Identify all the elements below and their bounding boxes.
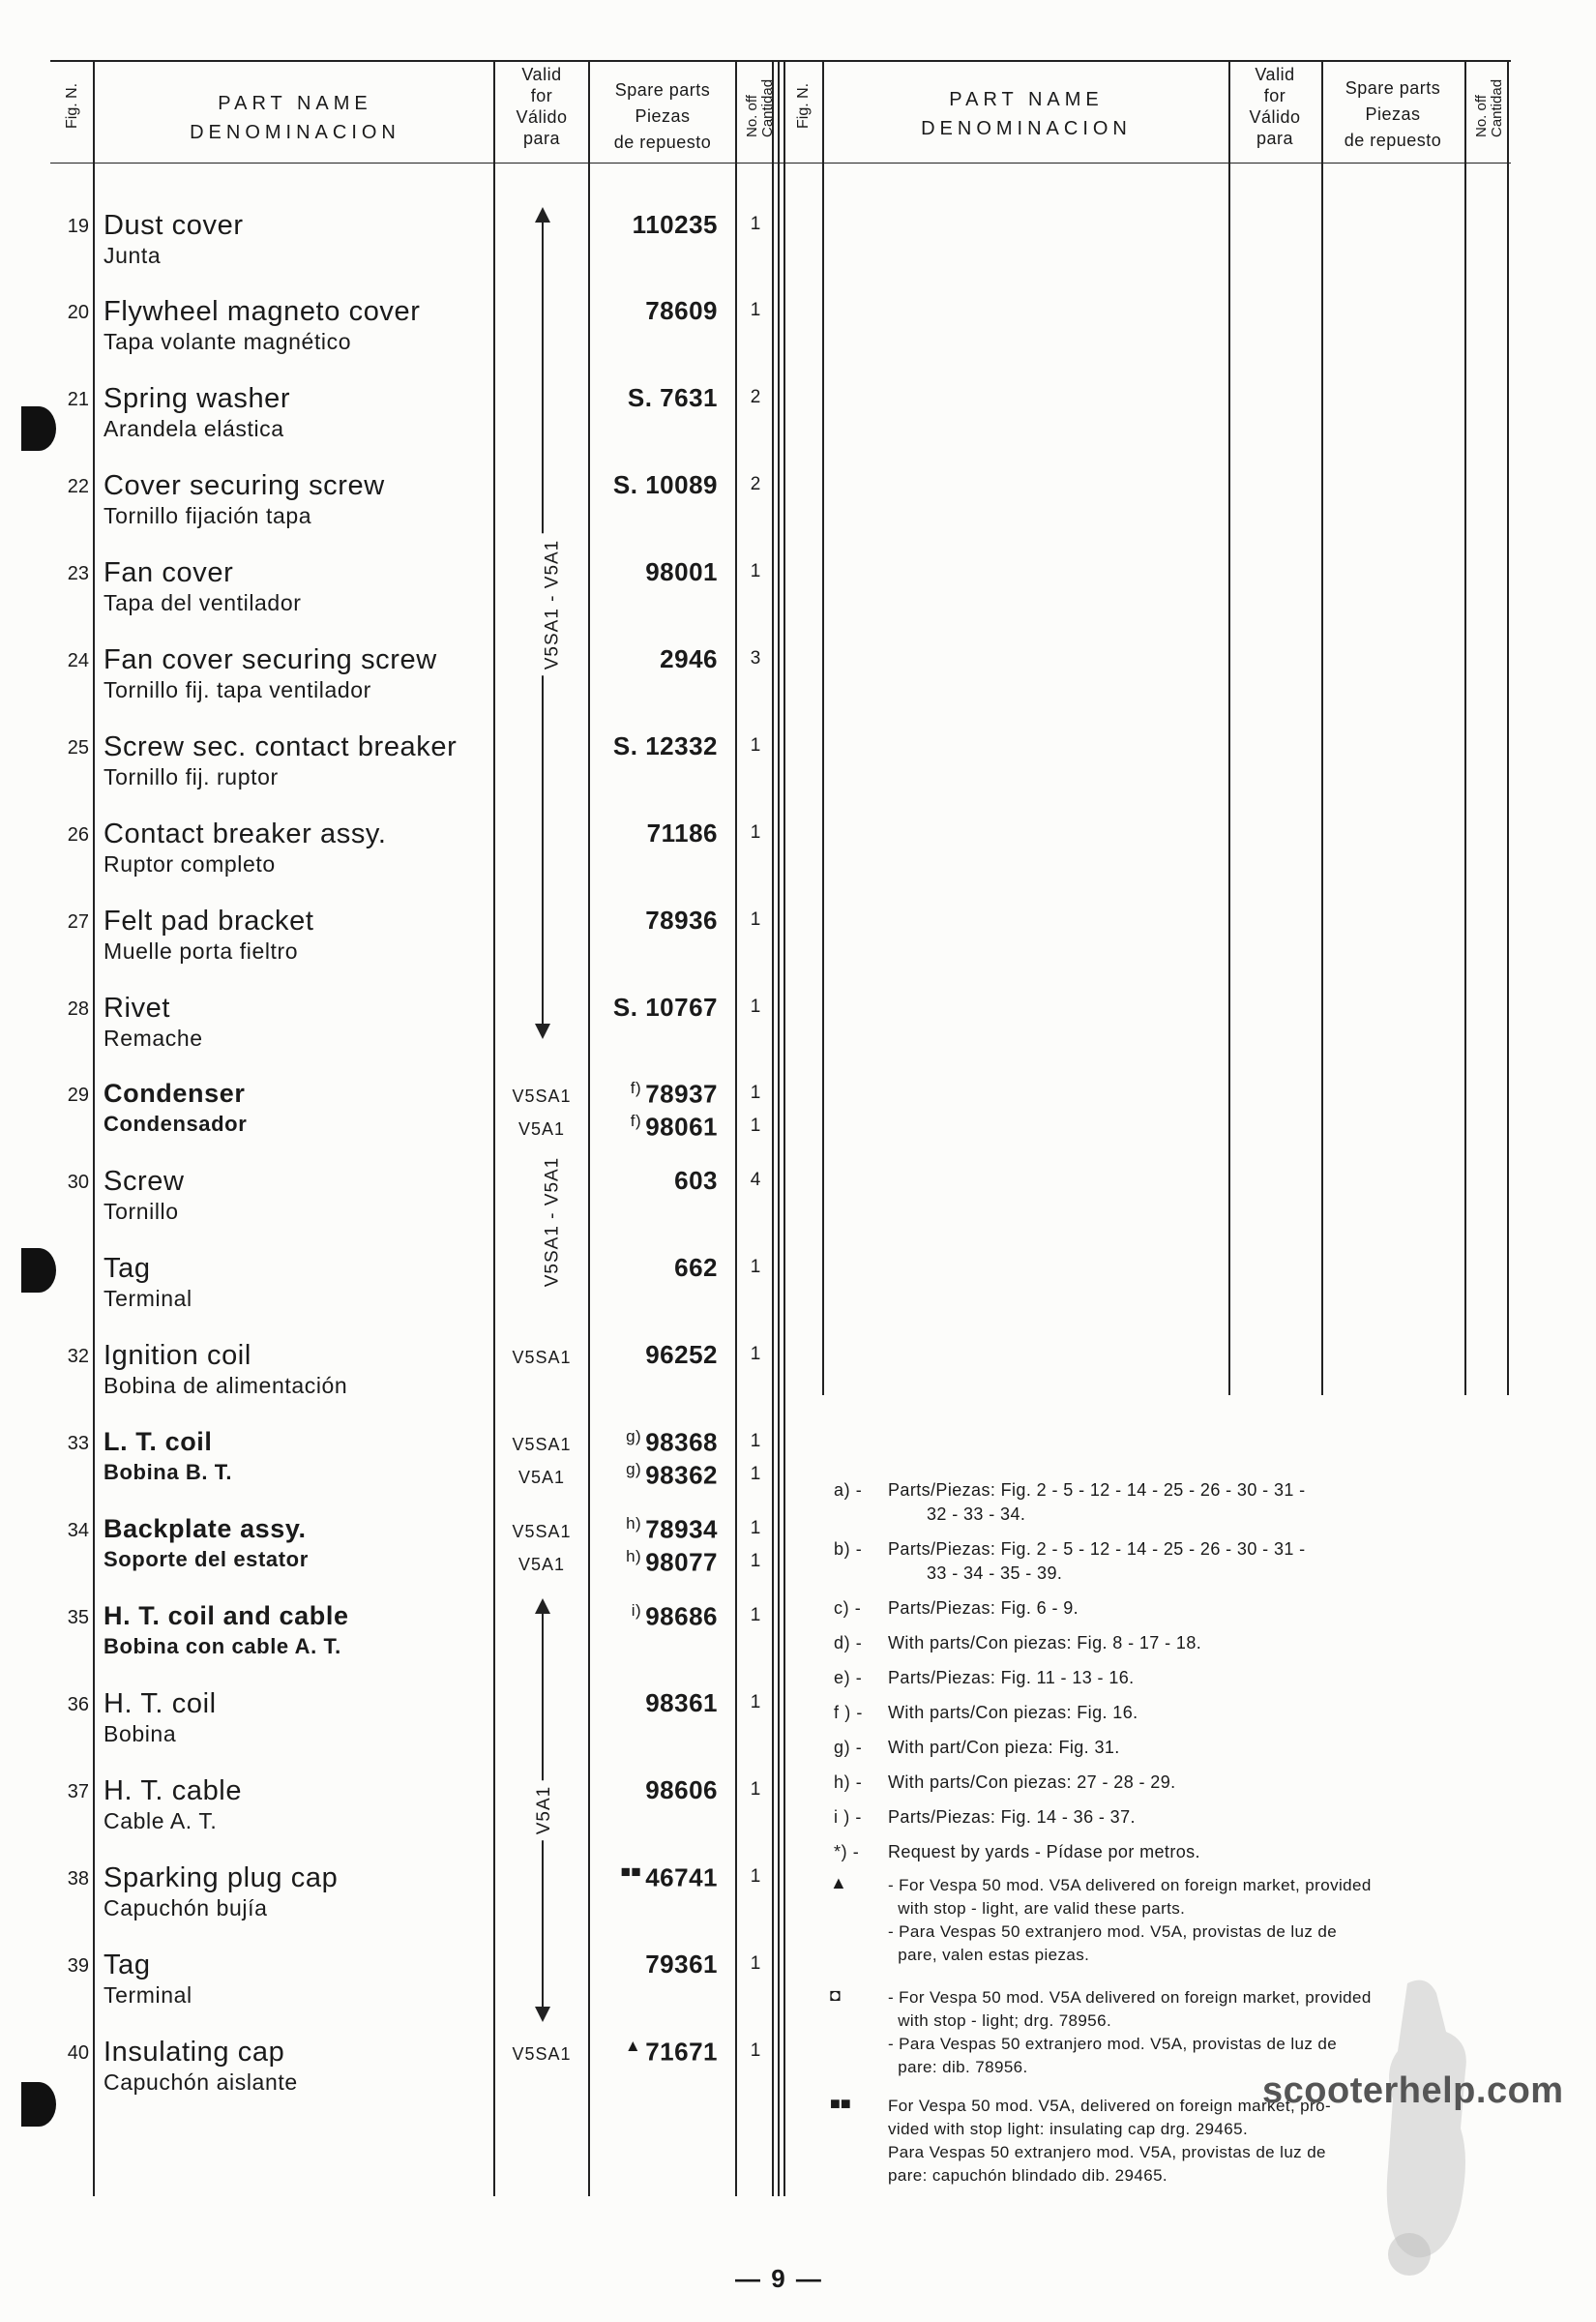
part-name-en: Screw	[103, 1166, 185, 1197]
part-name-en: Tag	[103, 1950, 151, 1980]
right-header-part-name-en: PART NAME	[949, 89, 1104, 110]
fig-number: 35	[67, 1607, 89, 1628]
part-number-value: 98362	[645, 1460, 718, 1490]
footnote-text: With part/Con pieza: Fig. 31.	[888, 1738, 1120, 1757]
spare-part-number	[580, 819, 718, 848]
right-col-line-qty	[1507, 60, 1509, 1395]
part-name-en: Sparking plug cap	[103, 1862, 339, 1893]
part-number-value: 98061	[645, 1112, 718, 1142]
special-note-text: with stop - light; drg. 78956.	[888, 2011, 1112, 2030]
range-label-2: V5SA1 - V5A1	[540, 1151, 565, 1294]
part-number-value: 78609	[645, 296, 718, 325]
footnote-text: Parts/Piezas: Fig. 2 - 5 - 12 - 14 - 25 - 26 - 30 - 31 -	[888, 1539, 1306, 1559]
part-name-en: Screw sec. contact breaker	[103, 731, 458, 762]
quantity: 1	[750, 1866, 761, 1887]
spare-part-number	[580, 210, 718, 240]
right-header-spare-parts	[1321, 75, 1464, 154]
quantity: 2	[750, 387, 761, 407]
part-name-en: Spring washer	[103, 383, 291, 414]
fig-number: 29	[67, 1085, 89, 1106]
special-note-text: For Vespa 50 mod. V5A, delivered on foreign market, pro-	[888, 2097, 1332, 2115]
spare-part-number	[580, 1112, 718, 1143]
spare-part-number	[580, 470, 718, 500]
footnote-text: With parts/Con piezas: Fig. 16.	[888, 1703, 1138, 1722]
footnote-key: h) -	[834, 1772, 863, 1792]
header-valid-line: Válido	[516, 107, 568, 127]
footnote-key: g) -	[834, 1738, 863, 1757]
fig-number: 37	[67, 1781, 89, 1802]
part-name-es: Capuchón bujía	[103, 1895, 268, 1920]
page-number: — 9 —	[735, 2264, 823, 2293]
part-note-marker: g)	[626, 1460, 642, 1478]
quantity: 1	[750, 822, 761, 843]
watermark-text: scooterhelp.com	[1262, 2070, 1564, 2111]
part-name-en: H. T. coil and cable	[103, 1601, 349, 1630]
part-number-value: 98368	[645, 1427, 718, 1457]
special-note-symbol: ▲	[830, 1873, 847, 1892]
quantity: 1	[750, 1605, 761, 1625]
spare-part-number	[580, 1601, 718, 1632]
fig-number: 21	[67, 389, 89, 410]
part-note-marker: f)	[630, 1112, 642, 1130]
fig-number: 23	[67, 563, 89, 584]
quantity: 1	[750, 1779, 761, 1800]
fig-number: 26	[67, 824, 89, 846]
quantity: 1	[750, 909, 761, 930]
quantity: 1	[750, 735, 761, 756]
valid-for: V5SA1	[512, 1435, 572, 1454]
valid-for: V5A1	[517, 1555, 566, 1574]
fig-number: 36	[67, 1694, 89, 1715]
range-label-1: V5SA1 - V5A1	[540, 534, 565, 676]
col-line-spare	[735, 60, 737, 2196]
right-header-valid-line: Válido	[1249, 107, 1301, 127]
header-qty-line2: Cantidad	[759, 78, 776, 137]
fig-number: 22	[67, 476, 89, 497]
quantity: 1	[750, 214, 761, 234]
right-header-fig-no: Fig. N.	[795, 82, 812, 129]
spare-part-number	[580, 1253, 718, 1283]
fig-number: 27	[67, 911, 89, 933]
footnote-text: Request by yards - Pídase por metros.	[888, 1842, 1200, 1861]
right-header-qty-line2: Cantidad	[1489, 78, 1505, 137]
spare-part-number	[580, 731, 718, 761]
special-note-text: Para Vespas 50 extranjero mod. V5A, provistas de luz de	[888, 2143, 1326, 2161]
part-number-value: 71671	[645, 2037, 718, 2067]
part-note-marker: f)	[630, 1079, 642, 1097]
part-name-es: Muelle porta fieltro	[103, 938, 299, 964]
header-spare-line: de repuesto	[613, 133, 712, 152]
spare-part-number	[580, 1340, 718, 1370]
part-name-en: Contact breaker assy.	[103, 819, 387, 849]
part-note-marker: h)	[626, 1514, 642, 1533]
header-spare-line: Piezas	[635, 106, 691, 126]
right-header-part-name	[824, 85, 1228, 143]
part-number-value: S. 7631	[627, 383, 718, 412]
header-fig-no: Fig. N.	[64, 82, 80, 129]
part-number-value: 78937	[645, 1079, 718, 1109]
right-col-line-name	[1228, 60, 1230, 1395]
part-note-marker: g)	[626, 1427, 642, 1445]
spare-part-number	[580, 1950, 718, 1980]
fig-number: 20	[67, 302, 89, 323]
part-name-es: Tornillo fij. tapa ventilador	[103, 677, 371, 702]
part-number-value: 98606	[645, 1775, 718, 1804]
special-note-text: - Para Vespas 50 extranjero mod. V5A, provistas de luz de	[888, 1922, 1338, 1941]
quantity: 1	[750, 1518, 761, 1538]
footnote-text: Parts/Piezas: Fig. 2 - 5 - 12 - 14 - 25 - 26 - 30 - 31 -	[888, 1480, 1306, 1500]
valid-for: V5SA1	[512, 1522, 572, 1541]
part-name-en: Rivet	[103, 993, 171, 1024]
right-header-valid	[1228, 64, 1321, 149]
part-number-value: S. 12332	[612, 731, 718, 760]
fig-number: 25	[67, 737, 89, 759]
special-note-text: vided with stop light: insulating cap drg. 29465.	[888, 2120, 1249, 2138]
header-spare-line: Spare parts	[614, 80, 711, 100]
special-note-text: pare, valen estas piezas.	[888, 1946, 1090, 1964]
part-name-en: Flywheel magneto cover	[103, 296, 421, 327]
right-header-valid-line: para	[1256, 129, 1294, 148]
special-note-text: - Para Vespas 50 extranjero mod. V5A, provistas de luz de	[888, 2035, 1338, 2053]
footnote-key: i ) -	[834, 1807, 862, 1827]
part-number-value: 78934	[645, 1514, 718, 1544]
part-number-value: S. 10767	[612, 993, 718, 1022]
spare-part-number	[580, 1688, 718, 1718]
top-rule	[50, 60, 1511, 62]
quantity: 1	[750, 997, 761, 1017]
special-note-symbol: ◘	[830, 1985, 841, 2005]
footnote-text: With parts/Con piezas: Fig. 8 - 17 - 18.	[888, 1633, 1202, 1652]
quantity: 1	[750, 2040, 761, 2061]
col-line-qty	[772, 60, 774, 2196]
valid-for: V5A1	[517, 1119, 566, 1139]
part-name-es: Ruptor completo	[103, 851, 276, 877]
fig-number: 38	[67, 1868, 89, 1890]
spare-part-number	[580, 1166, 718, 1196]
footnote-key: a) -	[834, 1480, 863, 1500]
spare-part-number	[580, 1460, 718, 1491]
part-name-en: Dust cover	[103, 210, 244, 241]
spare-part-number	[580, 993, 718, 1023]
part-name-es: Capuchón aislante	[103, 2069, 298, 2095]
header-valid	[495, 64, 588, 149]
quantity: 1	[750, 1953, 761, 1974]
part-name-es: Terminal	[103, 1286, 192, 1311]
special-note-text: - For Vespa 50 mod. V5A delivered on foreign market, provided	[888, 1876, 1372, 1894]
part-name-es: Tapa volante magnético	[103, 329, 352, 354]
part-name-en: Insulating cap	[103, 2037, 285, 2068]
right-header-spare-line: Piezas	[1365, 104, 1421, 124]
quantity: 4	[750, 1170, 761, 1190]
part-number-value: 46741	[645, 1862, 718, 1892]
fig-number: 33	[67, 1433, 89, 1454]
part-name-es: Bobina	[103, 1721, 177, 1746]
right-col-line-valid	[1321, 60, 1323, 1395]
special-note-text: pare: capuchón blindado dib. 29465.	[888, 2166, 1168, 2185]
range-label-3: V5A1	[532, 1780, 557, 1840]
part-name-es: Cable A. T.	[103, 1808, 218, 1833]
part-number-value: 110235	[632, 210, 718, 239]
part-number-value: S. 10089	[612, 470, 718, 499]
part-name-en: Felt pad bracket	[103, 906, 314, 937]
valid-for: V5SA1	[512, 1087, 572, 1106]
header-part-name	[97, 89, 493, 147]
special-note-text: pare: dib. 78956.	[888, 2058, 1028, 2076]
special-note-text: - For Vespa 50 mod. V5A delivered on foreign market, provided	[888, 1988, 1372, 2007]
col-divider-2	[783, 60, 785, 2196]
footnote-key: c) -	[834, 1598, 862, 1618]
valid-for: V5A1	[517, 1468, 566, 1487]
fig-number: 39	[67, 1955, 89, 1977]
spare-part-number	[580, 383, 718, 413]
part-note-marker: i)	[631, 1601, 642, 1620]
right-col-line-fig	[822, 60, 824, 1395]
quantity: 1	[750, 300, 761, 320]
part-name-en: L. T. coil	[103, 1427, 213, 1456]
part-number-value: 98077	[645, 1547, 718, 1577]
quantity: 2	[750, 474, 761, 494]
spare-part-number	[580, 1079, 718, 1110]
part-name-en: H. T. cable	[103, 1775, 243, 1806]
special-note-text: with stop - light, are valid these parts.	[888, 1899, 1186, 1918]
fig-number: 30	[67, 1172, 89, 1193]
header-spare-parts	[590, 77, 735, 156]
quantity: 1	[750, 561, 761, 581]
part-number-value: 98361	[645, 1688, 718, 1717]
spare-part-number	[580, 557, 718, 587]
spare-part-number	[580, 906, 718, 936]
part-number-value: 71186	[646, 819, 718, 848]
part-name-es: Tornillo fijación tapa	[103, 503, 312, 528]
part-number-value: 98001	[645, 557, 718, 586]
right-header-part-name-es: DENOMINACION	[921, 118, 1132, 139]
footnote-key: e) -	[834, 1668, 863, 1687]
part-number-value: 96252	[645, 1340, 718, 1369]
part-number-value: 78936	[645, 906, 718, 935]
right-header-qty-line1: No. off	[1473, 95, 1490, 137]
col-line-fig	[93, 60, 95, 2196]
right-header-spare-line: de repuesto	[1344, 131, 1442, 150]
part-name-es: Bobina con cable A. T.	[103, 1634, 341, 1658]
right-header-spare-line: Spare parts	[1345, 78, 1441, 98]
part-name-es: Soporte del estator	[103, 1547, 309, 1571]
binding-hole-mark	[21, 406, 56, 451]
footnote-key: f ) -	[834, 1703, 863, 1722]
spare-part-number	[580, 1775, 718, 1805]
spare-part-number	[580, 1514, 718, 1545]
right-header-valid-line: for	[1263, 86, 1286, 105]
part-name-en: Fan cover	[103, 557, 234, 588]
part-name-en: Condenser	[103, 1079, 246, 1108]
right-header-valid-line: Valid	[1255, 65, 1295, 84]
fig-number: 40	[67, 2042, 89, 2064]
spare-part-number	[580, 1547, 718, 1578]
header-qty-line1: No. off	[744, 95, 760, 137]
fig-number: 24	[67, 650, 89, 671]
header-valid-line: para	[522, 129, 561, 148]
part-name-es: Tornillo fij. ruptor	[103, 764, 279, 789]
header-valid-line: Valid	[521, 65, 562, 84]
part-note-marker: ■■	[620, 1862, 642, 1881]
part-name-es: Remache	[103, 1026, 203, 1051]
part-name-en: Backplate assy.	[103, 1514, 307, 1543]
part-name-en: Cover securing screw	[103, 470, 385, 501]
part-name-en: Ignition coil	[103, 1340, 251, 1371]
part-name-es: Junta	[103, 243, 162, 268]
part-note-marker: ▲	[624, 2037, 642, 2055]
part-number-value: 662	[674, 1253, 718, 1282]
spare-part-number	[580, 2037, 718, 2068]
part-name-es: Bobina de alimentación	[103, 1373, 348, 1398]
part-name-es: Condensador	[103, 1112, 248, 1136]
footnote-text: Parts/Piezas: Fig. 6 - 9.	[888, 1598, 1079, 1618]
scooter-watermark-image	[1340, 1964, 1485, 2283]
footnote-text: With parts/Con piezas: 27 - 28 - 29.	[888, 1772, 1176, 1792]
part-number-value: 603	[674, 1166, 718, 1195]
footnote-key: d) -	[834, 1633, 863, 1652]
part-name-en: Fan cover securing screw	[103, 644, 437, 675]
binding-hole-mark	[21, 2082, 56, 2127]
header-rule	[50, 163, 1511, 164]
footnote-text: 32 - 33 - 34.	[927, 1504, 1026, 1524]
footnote-key: b) -	[834, 1539, 863, 1559]
quantity: 1	[750, 1464, 761, 1484]
quantity: 1	[750, 1692, 761, 1712]
fig-number: 28	[67, 998, 89, 1020]
fig-number: 34	[67, 1520, 89, 1541]
special-note-symbol: ■■	[830, 2094, 851, 2113]
part-name-es: Tornillo	[103, 1199, 179, 1224]
quantity: 1	[750, 1551, 761, 1571]
footnote-key: *) -	[834, 1842, 860, 1861]
quantity: 1	[750, 1431, 761, 1451]
quantity: 1	[750, 1083, 761, 1103]
part-name-en: Tag	[103, 1253, 151, 1284]
header-part-name-es: DENOMINACION	[190, 122, 400, 143]
part-number-value: 2946	[660, 644, 718, 673]
valid-for: V5SA1	[512, 1348, 572, 1367]
part-number-value: 98686	[645, 1601, 718, 1631]
part-note-marker: h)	[626, 1547, 642, 1565]
part-name-es: Tapa del ventilador	[103, 590, 302, 615]
part-name-es: Bobina B. T.	[103, 1460, 233, 1484]
quantity: 1	[750, 1344, 761, 1364]
fig-number: 19	[67, 216, 89, 237]
spare-part-number	[580, 644, 718, 674]
quantity: 1	[750, 1257, 761, 1277]
right-col-line-spare	[1464, 60, 1466, 1395]
spare-part-number	[580, 1427, 718, 1458]
fig-number: 32	[67, 1346, 89, 1367]
spare-part-number	[580, 296, 718, 326]
quantity: 1	[750, 1116, 761, 1136]
part-name-es: Arandela elástica	[103, 416, 284, 441]
footnote-text: Parts/Piezas: Fig. 14 - 36 - 37.	[888, 1807, 1136, 1827]
footnote-text: 33 - 34 - 35 - 39.	[927, 1563, 1063, 1583]
col-divider-1	[778, 60, 780, 2196]
part-name-en: H. T. coil	[103, 1688, 217, 1719]
part-number-value: 79361	[645, 1950, 718, 1979]
spare-part-number	[580, 1862, 718, 1893]
header-valid-line: for	[530, 86, 553, 105]
valid-for: V5SA1	[512, 2044, 572, 2064]
quantity: 3	[750, 648, 761, 669]
header-part-name-en: PART NAME	[218, 93, 372, 114]
footnote-text: Parts/Piezas: Fig. 11 - 13 - 16.	[888, 1668, 1135, 1687]
binding-hole-mark	[21, 1248, 56, 1293]
part-name-es: Terminal	[103, 1982, 192, 2008]
